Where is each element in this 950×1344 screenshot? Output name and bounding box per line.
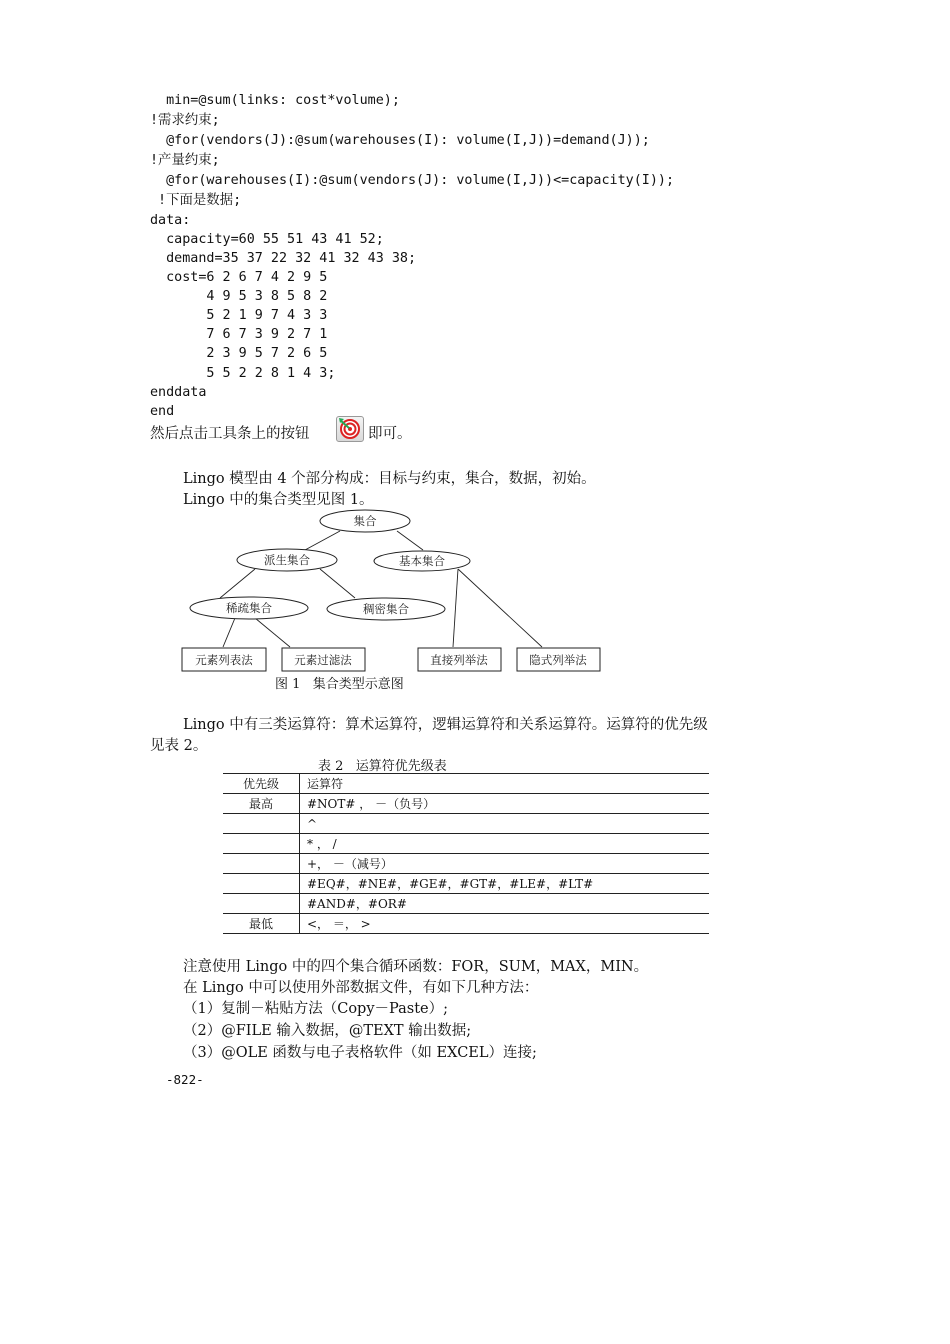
set-types-diagram [175, 505, 615, 677]
table-row [223, 854, 709, 874]
node-direct-enum-label: 直接列举法 [430, 653, 488, 667]
toolbar-sentence-after: 即可。 [368, 426, 412, 442]
code-line: @for(warehouses(I):@sum(vendors(J): volume(I,J))<=capacity(I)); [150, 173, 675, 188]
cell-priority [223, 854, 300, 874]
cell-operator: #AND#，#OR# [300, 894, 710, 914]
cell-priority [223, 814, 300, 834]
paragraph-external-data: 在 Lingo 中可以使用外部数据文件，有如下几种方法： [183, 980, 539, 996]
paragraph-operators-cont: 见表 2。 [150, 738, 208, 754]
code-line: 7 6 7 3 9 2 7 1 [150, 327, 328, 342]
node-primitive-label: 基本集合 [399, 554, 445, 568]
header-priority: 优先级 [223, 774, 300, 794]
paragraph-set-types: Lingo 中的集合类型见图 1。 [183, 492, 374, 508]
cell-operator: #NOT# ， －（负号） [300, 794, 710, 814]
cell-operator: ^ [300, 814, 710, 834]
code-line: min=@sum(links: cost*volume); [150, 93, 400, 108]
cell-priority: 最高 [223, 794, 300, 814]
code-comment-line: !需求约束; [150, 113, 220, 128]
cell-priority: 最低 [223, 914, 300, 934]
edge [453, 569, 458, 647]
code-line: capacity=60 55 51 43 41 52; [150, 232, 384, 247]
paragraph-model-parts: Lingo 模型由 4 个部分构成：目标与约束，集合，数据，初始。 [183, 471, 596, 487]
list-item-ole: （3）@OLE 函数与电子表格软件（如 EXCEL）连接; [183, 1045, 537, 1061]
code-line: demand=35 37 22 32 41 32 43 38; [150, 251, 417, 266]
header-operator: 运算符 [300, 774, 710, 794]
node-sparse-label: 稀疏集合 [226, 601, 272, 615]
node-implicit-enum-label: 隐式列举法 [529, 653, 587, 667]
page-number: -822- [166, 1072, 204, 1087]
list-item-copy-paste: （1）复制－粘贴方法（Copy－Paste）; [183, 1001, 449, 1017]
code-comment-line: !产量约束; [150, 153, 220, 168]
code-line: 4 9 5 3 8 5 8 2 [150, 289, 328, 304]
table-row [223, 794, 709, 814]
list-item-file-text: （2）@FILE 输入数据，@TEXT 输出数据; [183, 1023, 472, 1039]
code-line: 5 5 2 2 8 1 4 3; [150, 366, 336, 381]
code-line: enddata [150, 385, 207, 400]
paragraph-loop-functions: 注意使用 Lingo 中的四个集合循环函数：FOR，SUM，MAX，MIN。 [183, 959, 649, 975]
code-line: 5 2 1 9 7 4 3 3 [150, 308, 328, 323]
code-line: @for(vendors(J):@sum(warehouses(I): volume(I,J))=demand(J)); [150, 133, 650, 148]
edge [397, 531, 423, 550]
code-comment-line: !下面是数据; [150, 193, 242, 208]
table-header-row [223, 774, 709, 794]
node-root-label: 集合 [353, 514, 377, 528]
cell-priority [223, 834, 300, 854]
edge [320, 569, 355, 598]
toolbar-sentence-before: 然后点击工具条上的按钮 [150, 426, 310, 442]
code-line: cost=6 2 6 7 4 2 9 5 [150, 270, 328, 285]
operator-precedence-table [223, 773, 709, 934]
edge [305, 531, 340, 550]
figure-caption: 图 1 集合类型示意图 [275, 677, 404, 692]
cell-operator: <， ＝， > [300, 914, 710, 934]
table-row [223, 914, 709, 934]
cell-priority [223, 874, 300, 894]
code-line: end [150, 404, 175, 419]
paragraph-operators: Lingo 中有三类运算符：算术运算符，逻辑运算符和关系运算符。运算符的优先级 [183, 717, 708, 733]
cell-priority [223, 894, 300, 914]
table-row [223, 814, 709, 834]
node-dense-label: 稠密集合 [363, 602, 409, 616]
table-row [223, 834, 709, 854]
cell-operator: +， －（减号） [300, 854, 710, 874]
table-row [223, 894, 709, 914]
code-line: data: [150, 213, 191, 228]
node-element-filter-label: 元素过滤法 [294, 653, 352, 667]
edge [255, 618, 290, 647]
edge [223, 618, 235, 647]
cell-operator: #EQ#，#NE#，#GE#，#GT#，#LE#，#LT# [300, 874, 710, 894]
table-title: 表 2 运算符优先级表 [318, 759, 447, 774]
edge [220, 569, 255, 598]
node-derived-label: 派生集合 [264, 553, 310, 567]
table-row [223, 874, 709, 894]
node-element-list-label: 元素列表法 [195, 653, 253, 667]
code-line: 2 3 9 5 7 2 6 5 [150, 346, 328, 361]
cell-operator: * ， / [300, 834, 710, 854]
edge [458, 569, 542, 647]
solve-target-icon[interactable] [336, 416, 364, 442]
